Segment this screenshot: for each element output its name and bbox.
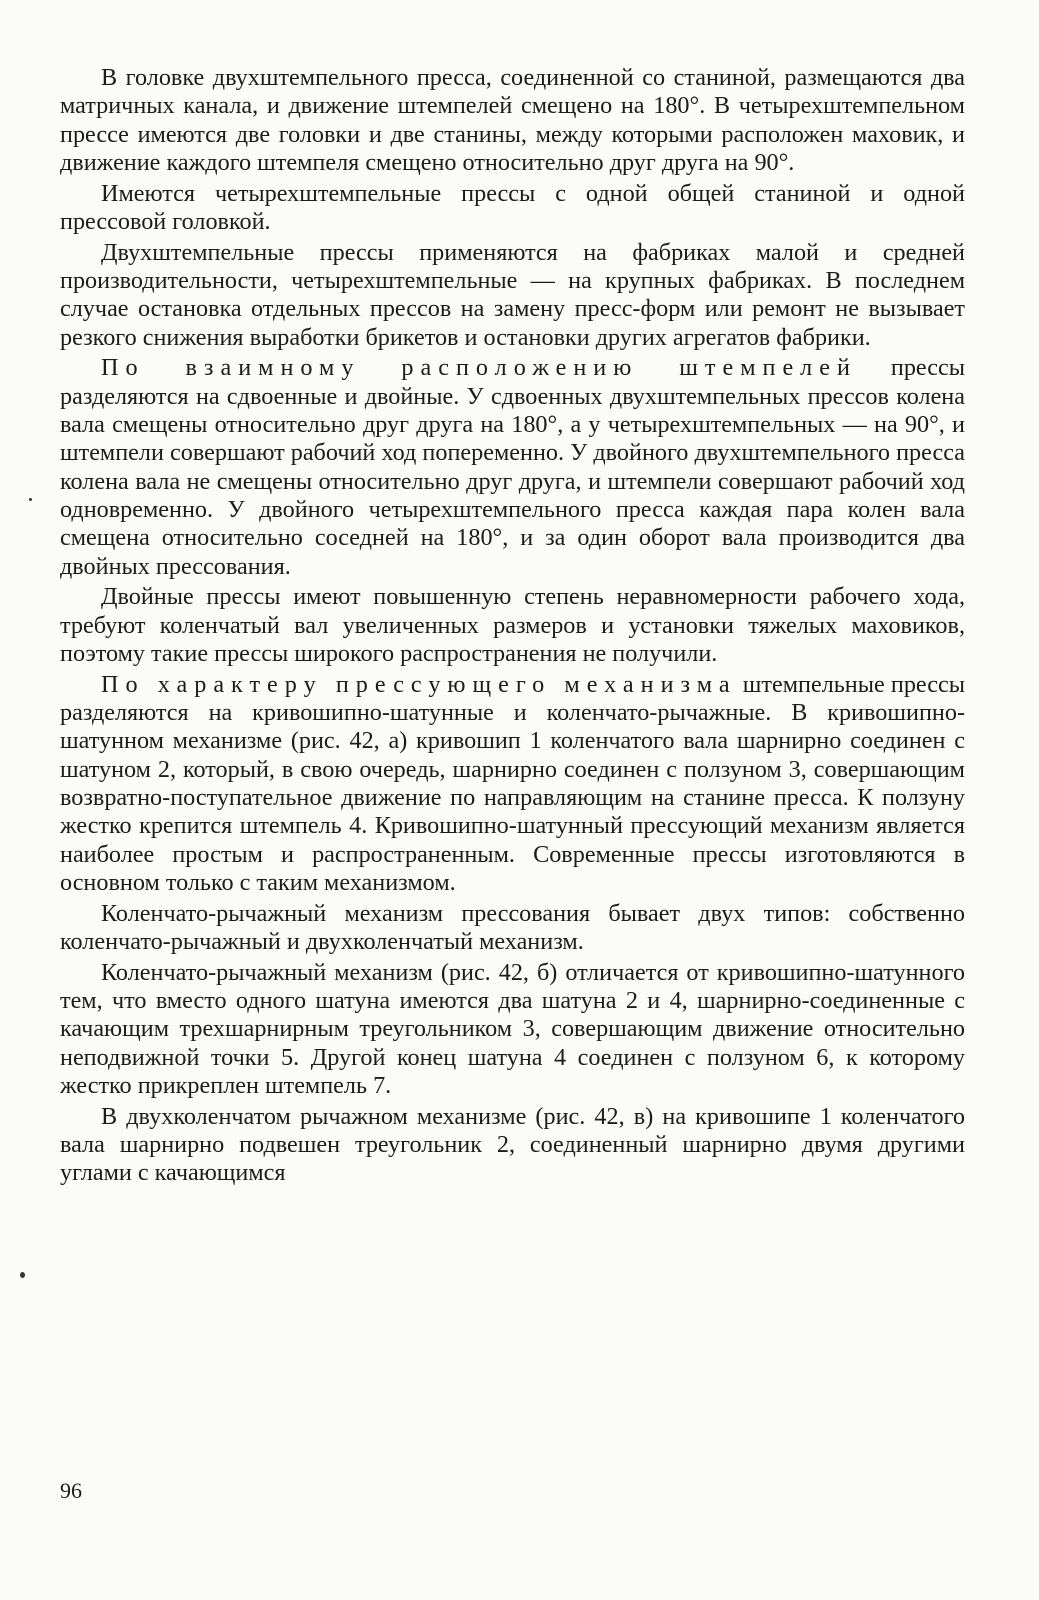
paragraph-5-text: Двойные прессы имеют повышенную степень неравномерности рабочего хода, требуют коленчатый вал увеличенных размеров и установки тяжелых маховиков, поэтому такие прессы широкого распространения не получили. [60,583,965,667]
paragraph-9 [60,1103,965,1188]
paragraph-7 [60,900,965,957]
paragraph-6-lead: По характеру прессующего механизма [101,670,737,698]
paragraph-4-text: прессы разделяются на сдвоенные и двойные. У сдвоенных двухштемпельных прессов колена вала смещены относительно друг друга на 180°, а у четырехштемпельных — на 90°, и штемпели совершают рабочий ход попеременно. У двойного двухштемпельного пресса колена вала не смещены относительно друг друга, и штемпели совершают рабочий ход одновременно. У двойного четырехштемпельного пресса каждая пара колен вала смещена относительно соседней на 180°, и за один оборот вала производится два двойных прессования. [60,354,965,580]
paragraph-2-text: Имеются четырехштемпельные прессы с одной общей станиной и одной прессовой головкой. [60,179,965,235]
body-text [60,64,965,1190]
page-number: 96 [60,1478,82,1503]
paragraph-6-text: штемпельные прессы разделяются на кривошипно-шатунные и коленчато-рычажные. В кривошипно-шатунном механизме (рис. 42, а) кривошип 1 коленчатого вала шарнирно соединен с шатуном 2, который, в свою очередь, шарнирно соединен с ползуном 3, совершающим возвратно-поступательное движение по направляющим на станине пресса. К ползуну жестко крепится штемпель 4. Кривошипно-шатунный прессующий механизм является наиболее простым и распространенным. Современные прессы изготовляются в основном только с таким механизмом. [60,670,965,896]
paragraph-8-text: Коленчато-рычажный механизм (рис. 42, б) отличается от кривошипно-шатунного тем, что вместо одного шатуна имеются два шатуна 2 и 4, шарнирно-соединенные с качающим трехшарнирным треугольником 3, совершающим движение относительно неподвижной точки 5. Другой конец шатуна 4 соединен с ползуном 6, к которому жестко прикреплен штемпель 7. [60,958,965,1099]
paragraph-4-lead: По взаимному расположению штемпелей [101,354,857,382]
paragraph-7-text: Коленчато-рычажный механизм прессования бывает двух типов: собственно коленчато-рычажный и двухколенчатый механизм. [60,899,965,955]
paragraph-5 [60,583,965,668]
paragraph-4 [60,354,965,580]
paragraph-3-text: Двухштемпельные прессы применяются на фабриках малой и средней производительности, четырехштемпельные — на крупных фабриках. В последнем случае остановка отдельных прессов на замену пресс-форм или ремонт не вызывает резкого снижения выработки брикетов и остановки других агрегатов фабрики. [60,238,965,351]
paragraph-2 [60,180,965,237]
paragraph-8 [60,959,965,1100]
scan-speck [29,498,32,501]
paragraph-1-text: В головке двухштемпельного пресса, соединенной со станиной, размещаются два матричных канала, и движение штемпелей смещено на 180°. В четырехштемпельном прессе имеются две головки и две станины, между которыми расположен маховик, и движение каждого штемпеля смещено относительно друг друга на 90°. [60,64,965,176]
paragraph-6 [60,671,965,897]
paragraph-1 [60,64,965,177]
paragraph-3 [60,239,965,352]
scan-speck [20,1272,25,1278]
paragraph-9-text: В двухколенчатом рычажном механизме (рис. 42, в) на кривошипе 1 коленчатого вала шарнирно подвешен треугольник 2, соединенный шарнирно двумя другими углами с качающимся [60,1102,965,1187]
